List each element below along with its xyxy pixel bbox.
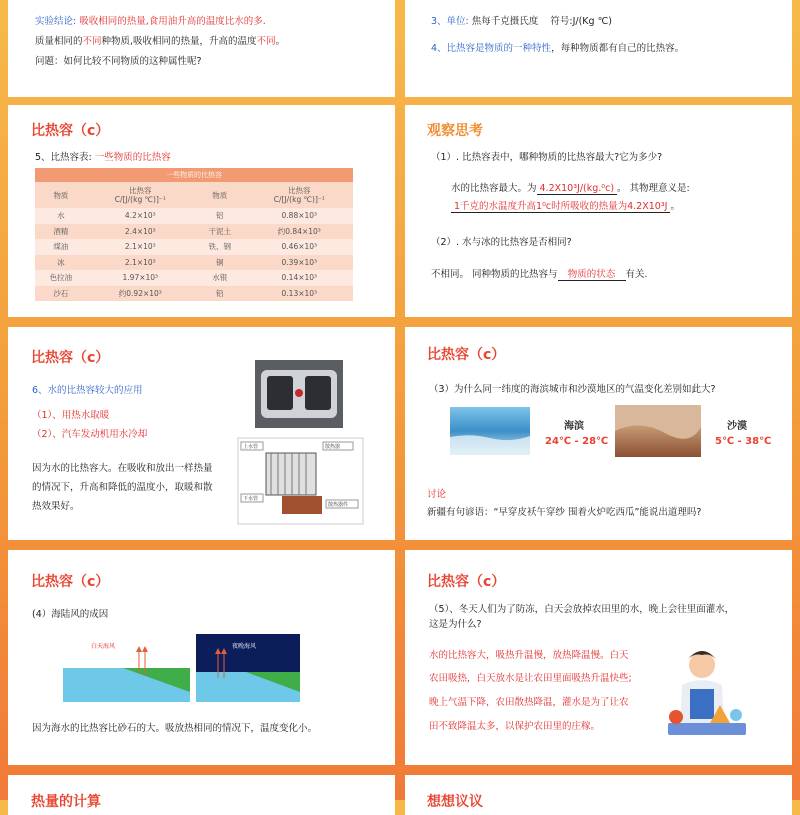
slide-water-applications (8, 327, 395, 540)
table-cell: 0.88×10³ (246, 208, 353, 224)
table-cell: 酒精 (35, 224, 87, 240)
seaside-image (450, 407, 530, 455)
diagram-label-0: 上水管 (243, 444, 259, 450)
desert-label: 沙漠 (727, 421, 747, 432)
table-cell: 约0.92×10³ (87, 286, 194, 302)
application-item-1: （1）、用热水取暖 (32, 410, 110, 421)
table-cell: 1.97×10³ (87, 270, 194, 286)
diagram-label-3: 散热器件 (328, 502, 349, 508)
table-cell: 0.46×10³ (246, 239, 353, 255)
table-cell: 2.1×10³ (87, 239, 194, 255)
answer-line-4: 田不致降温太多，以保护农田里的庄稼。 (429, 721, 601, 732)
farmland-question-line-2: 这是为什么? (429, 619, 482, 630)
table-row (35, 239, 353, 255)
slide-seaside-desert (405, 327, 792, 540)
explanation-line-3: 热效果好。 (32, 501, 80, 512)
table-cell: 约0.84×10³ (246, 224, 353, 240)
slide-heading: 热量的计算 (31, 794, 101, 810)
table-cell: 2.4×10³ (87, 224, 194, 240)
seaside-temperature: 24℃ - 28℃ (545, 436, 609, 447)
question-2: （2）. 水与冰的比热容是否相同? (431, 237, 572, 248)
table-header: 比热容 C/[J/(kg ℃)]⁻¹ (246, 182, 353, 208)
table-row (35, 224, 353, 240)
slide-heading: 想想议议 (427, 794, 483, 810)
desert-temperature: 5℃ - 38℃ (715, 436, 772, 447)
night-label: 夜晚海风 (232, 643, 257, 650)
table-row (35, 208, 353, 224)
day-label: 白天海风 (91, 643, 116, 650)
table-cell: 干泥土 (194, 224, 246, 240)
slide-heading: 比热容（c） (427, 347, 506, 363)
slide-heading: 观察思考 (427, 123, 483, 139)
conclusion-detail: 质量相同的不同种物质,吸收相同的热量，升高的温度不同。 (35, 36, 286, 47)
answer-1-line-1: 水的比热容最大。为 4.2X10³J/(kg.⁰c) 。 其物理意义是: (451, 183, 690, 194)
specific-heat-table (35, 168, 353, 301)
answer-1-line-2: 1千克的水温度升高1⁰c时所吸收的热量为4.2X10³J 。 (451, 198, 680, 213)
table-header: 比热容 C/[J/(kg ℃)]⁻¹ (87, 182, 194, 208)
property-line: 4、比热容是物质的一种特性，每种物质都有自己的比热容。 (431, 43, 685, 54)
table-cell: 0.13×10³ (246, 286, 353, 302)
radiator-diagram (238, 438, 363, 524)
slide-think-discuss (405, 775, 792, 815)
table-cell: 0.39×10³ (246, 255, 353, 271)
conclusion-line: 实验结论: 吸收相同的热量,食用油升高的温度比水的多. (35, 16, 266, 27)
question-line: 问题：如何比较不同物质的这种属性呢? (35, 56, 202, 67)
slide-heading: 比热容（c） (427, 574, 506, 590)
night-sea-breeze-diagram (196, 634, 300, 702)
table-row (35, 255, 353, 271)
table-cell: 2.1×10³ (87, 255, 194, 271)
table-caption: 一些物质的比热容 (35, 168, 353, 182)
day-sea-breeze-diagram (63, 634, 190, 702)
explanation-line-2: 的情况下，升高和降低的温度小，取暖和散 (32, 482, 213, 493)
table-cell: 水 (35, 208, 87, 224)
breeze-subtitle: (4）海陆风的成因 (32, 609, 109, 620)
slide-farmland-water (405, 550, 792, 765)
table-header: 物质 (35, 182, 87, 208)
diagram-label-2: 下水管 (243, 496, 259, 502)
table-cell: 铝 (194, 208, 246, 224)
slide-sea-land-breeze (8, 550, 395, 765)
diagram-label-1: 散热器 (325, 444, 341, 450)
application-subtitle: 6、水的比热容较大的应用 (32, 385, 143, 396)
table-row (35, 270, 353, 286)
proverb-question: 新疆有句谚语：“早穿皮袄午穿纱 围着火炉吃西瓜”能说出道理吗? (427, 507, 702, 518)
answer-line-2: 农田吸热，白天放水是让农田里面吸热升温快些; (429, 673, 632, 684)
slide-unit-definition (405, 0, 792, 97)
slide-heat-calculation (8, 775, 395, 815)
scientist-illustration (660, 645, 750, 737)
slide-experiment-conclusion (8, 0, 395, 97)
answer-2: 不相同。 同种物质的比热容与 物质的状态 有关. (431, 266, 648, 281)
answer-line-1: 水的比热容大，吸热升温慢，放热降温慢。白天 (429, 650, 629, 661)
unit-line: 3、单位: 焦每千克摄氏度 符号:J/(Kg ℃) (431, 16, 612, 27)
question-1: （1）. 比热容表中，哪种物质的比热容最大?它为多少? (431, 152, 663, 163)
breeze-explanation: 因为海水的比热容比砂石的大。吸放热相同的情况下，温度变化小。 (32, 723, 318, 734)
climate-question: （3）为什么同一纬度的海滨城市和沙漠地区的气温变化差别如此大? (429, 384, 716, 395)
application-item-2: （2）、汽车发动机用水冷却 (32, 429, 148, 440)
desert-image (615, 405, 701, 457)
slide-heading: 比热容（c） (31, 574, 110, 590)
table-cell: 水银 (194, 270, 246, 286)
seaside-label: 海滨 (564, 421, 584, 432)
table-header: 物质 (194, 182, 246, 208)
table-subtitle: 5、比热容表: 一些物质的比热容 (35, 152, 171, 163)
table-cell: 沙石 (35, 286, 87, 302)
table-cell: 4.2×10³ (87, 208, 194, 224)
table-row (35, 286, 353, 302)
slide-heading: 比热容（c） (31, 350, 110, 366)
discuss-label: 讨论 (427, 489, 447, 500)
table-cell: 铅 (194, 286, 246, 302)
table-cell: 铜 (194, 255, 246, 271)
answer-line-3: 晚上气温下降，农田散热降温，灌水是为了让农 (429, 697, 629, 708)
farmland-question-line-1: （5）、冬天人们为了防冻，白天会放掉农田里的水，晚上会往里面灌水， (429, 604, 735, 615)
table-cell: 0.14×10³ (246, 270, 353, 286)
table-cell: 煤油 (35, 239, 87, 255)
table-cell: 色拉油 (35, 270, 87, 286)
slide-observe-think (405, 105, 792, 317)
table-cell: 冰 (35, 255, 87, 271)
car-vent-image (255, 360, 343, 428)
table-cell: 铁、钢 (194, 239, 246, 255)
slide-heading: 比热容（c） (31, 123, 110, 139)
explanation-line-1: 因为水的比热容大。在吸收和放出一样热量 (32, 463, 213, 474)
